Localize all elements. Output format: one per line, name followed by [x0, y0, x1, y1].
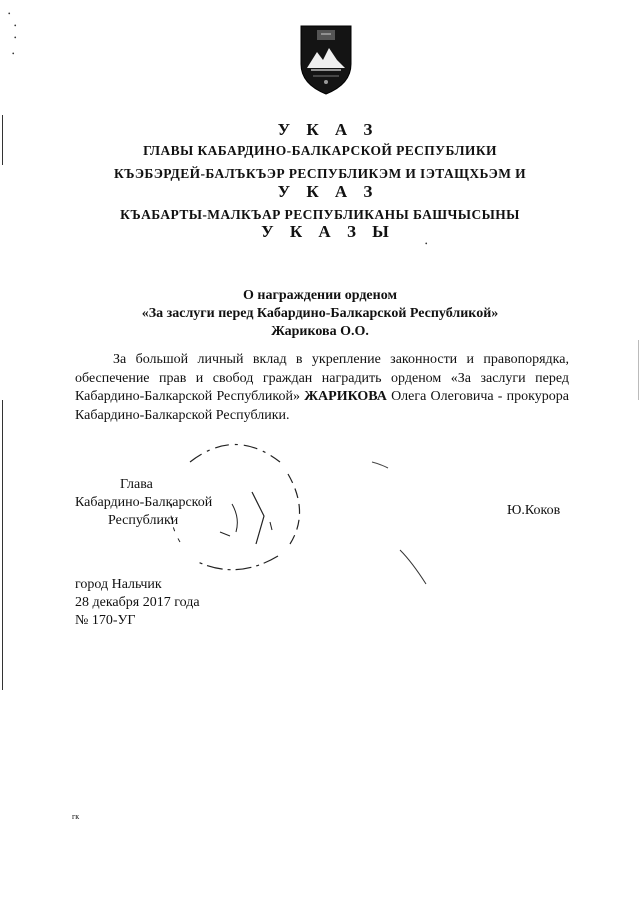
decree-heading-krc: У К А З Ы — [261, 222, 395, 241]
signer-name: Ю.Коков — [507, 503, 561, 518]
body-text-end: Олега Олеговича - прокурора Кабардино-Балкарской Республики. — [75, 389, 569, 423]
decree-title-line1: О награждении орденом — [243, 288, 397, 303]
decree-number: № 170-УГ — [75, 613, 136, 628]
signature-position-line3: Республики — [108, 513, 179, 528]
decree-heading-ru: У К А З — [277, 120, 379, 139]
coat-of-arms-emblem — [295, 20, 357, 96]
signature-position-line2: Кабардино-Балкарской — [75, 495, 213, 510]
decree-city: город Нальчик — [75, 577, 162, 592]
coat-of-arms-icon — [295, 20, 357, 96]
scan-dot: • — [14, 34, 17, 42]
body-text-start: За большой личный вклад в укрепление законности и правопорядка, обеспечение прав и свобод граждан наградить орденом «За заслуги перед Кабардино-Балкарской Республикой» — [75, 352, 569, 404]
scan-dot: • — [14, 22, 17, 30]
footer-initials: гк — [72, 812, 80, 821]
head-of-republic-ru: ГЛАВЫ КАБАРДИНО-БАЛКАРСКОЙ РЕСПУБЛИКИ — [143, 143, 497, 158]
decree-body-paragraph — [75, 351, 569, 425]
decree-title-line2: «За заслуги перед Кабардино-Балкарской Республикой» — [141, 306, 499, 321]
scan-dot: • — [425, 240, 428, 248]
signature-scribble-icon — [360, 450, 440, 590]
scan-margin-line — [2, 400, 3, 690]
signature-position-line1: Глава — [120, 477, 153, 492]
scan-dot: • — [8, 10, 11, 18]
scan-margin-line — [2, 115, 3, 165]
decree-heading-kbd: У К А З — [277, 182, 379, 201]
head-of-republic-krc: КЪАБАРТЫ-МАЛКЪАР РЕСПУБЛИКАНЫ БАШЧЫСЫНЫ — [120, 207, 520, 222]
decree-date: 28 декабря 2017 года — [75, 595, 200, 610]
head-of-republic-kbd: КЪЭБЭРДЕЙ-БАЛЪКЪЭР РЕСПУБЛИКЭМ И ІЭТАЩХЬЭМ И — [113, 166, 527, 181]
decree-title-line3: Жарикова О.О. — [271, 324, 369, 339]
scan-margin-line — [638, 340, 639, 400]
scan-dot: • — [12, 50, 15, 58]
decree-place-date-block — [75, 576, 200, 630]
awardee-name: ЖАРИКОВА — [304, 389, 387, 404]
